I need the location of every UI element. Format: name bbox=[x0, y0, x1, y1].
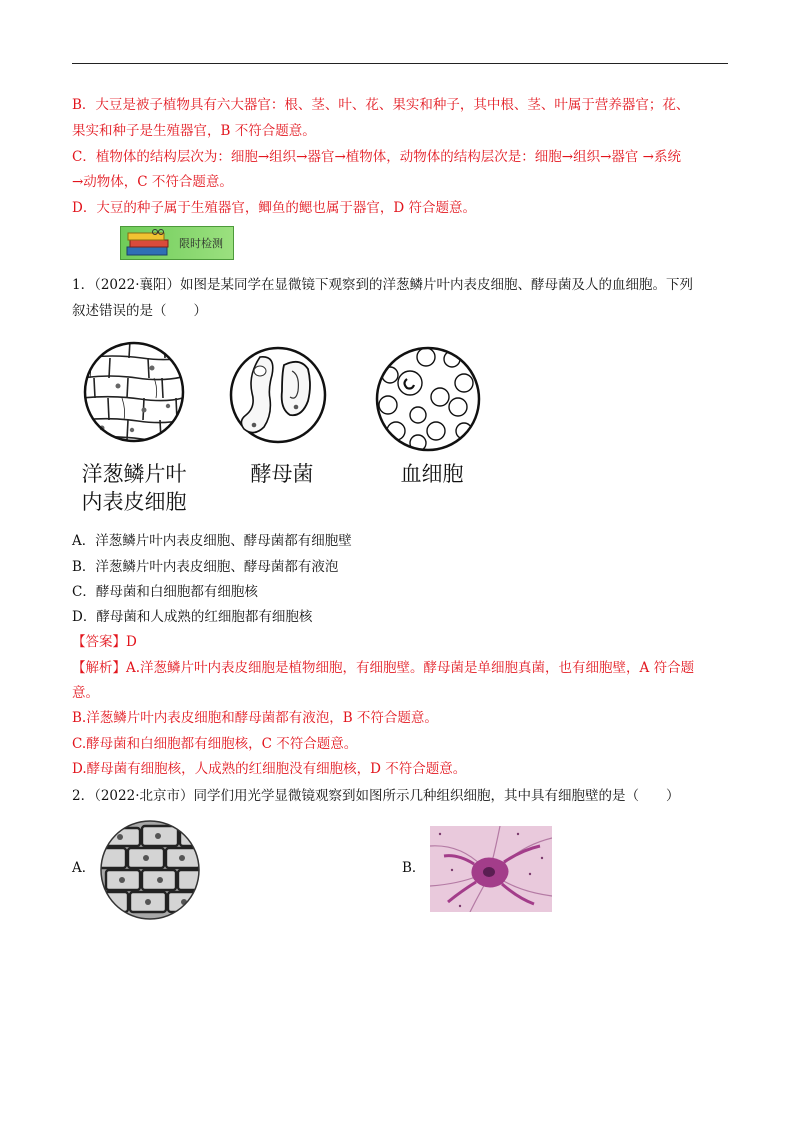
q1-analysis-d: D.酵母菌有细胞核，人成熟的红细胞没有细胞核，D 不符合题意。 bbox=[72, 761, 467, 777]
explanation-d: D．大豆的种子属于生殖器官，鲫鱼的鳃也属于器官，D 符合题意。 bbox=[72, 200, 476, 216]
q2-option-a-label: A． bbox=[72, 860, 96, 876]
q1-analysis-line2: 意。 bbox=[72, 685, 99, 701]
timed-test-badge bbox=[120, 226, 234, 260]
onion-label-line1: 洋葱鳞片叶 bbox=[81, 462, 187, 486]
q1-option-a: A．洋葱鳞片叶内表皮细胞、酵母菌都有细胞壁 bbox=[72, 533, 352, 549]
explanation-b-line1: B．大豆是被子植物具有六大器官：根、茎、叶、花、果实和种子，其中根、茎、叶属于营养器官；花、 bbox=[72, 97, 690, 113]
q1-stem-line2: 叙述错误的是（ ） bbox=[72, 303, 207, 319]
explanation-c-line2: →动物体，C 不符合题意。 bbox=[72, 174, 233, 190]
q1-option-b: B．洋葱鳞片叶内表皮细胞、酵母菌都有液泡 bbox=[72, 559, 339, 575]
q2-option-b-neuron-micrograph bbox=[430, 826, 552, 912]
q1-analysis-c: C.酵母菌和白细胞都有细胞核，C 不符合题意。 bbox=[72, 736, 358, 752]
blood-cells-diagram bbox=[374, 345, 482, 453]
q2-stem: 2．（2022·北京市）同学们用光学显微镜观察到如图所示几种组织细胞，其中具有细胞壁的是（ ） bbox=[72, 788, 680, 804]
q2-option-b-label: B． bbox=[402, 860, 426, 876]
q1-analysis-b: B.洋葱鳞片叶内表皮细胞和酵母菌都有液泡，B 不符合题意。 bbox=[72, 710, 438, 726]
q1-option-d: D．酵母菌和人成熟的红细胞都有细胞核 bbox=[72, 609, 313, 625]
q1-answer: 【答案】D bbox=[72, 634, 137, 650]
q1-analysis-line1: 【解析】A.洋葱鳞片叶内表皮细胞是植物细胞，有细胞壁。酵母菌是单细胞真菌，也有细胞壁，A 符合题 bbox=[72, 660, 695, 676]
blood-label: 血细胞 bbox=[400, 462, 464, 486]
explanation-b-line2: 果实和种子是生殖器官，B 不符合题意。 bbox=[72, 123, 316, 139]
onion-label-line2: 内表皮细胞 bbox=[81, 490, 187, 514]
books-icon bbox=[125, 229, 173, 257]
yeast-label: 酵母菌 bbox=[250, 462, 314, 486]
badge-label: 限时检测 bbox=[179, 237, 223, 250]
q1-stem-line1: 1．（2022·襄阳）如图是某同学在显微镜下观察到的洋葱鳞片叶内表皮细胞、酵母菌及人的血细胞。下列 bbox=[72, 277, 693, 293]
header-rule bbox=[72, 63, 728, 64]
yeast-diagram bbox=[228, 345, 328, 445]
explanation-c-line1: C．植物体的结构层次为：细胞→组织→器官→植物体，动物体的结构层次是：细胞→组织→器官 →系统 bbox=[72, 149, 681, 165]
onion-cells-diagram bbox=[82, 340, 186, 444]
q2-option-a-onion-micrograph bbox=[100, 820, 200, 920]
q1-option-c: C．酵母菌和白细胞都有细胞核 bbox=[72, 584, 258, 600]
